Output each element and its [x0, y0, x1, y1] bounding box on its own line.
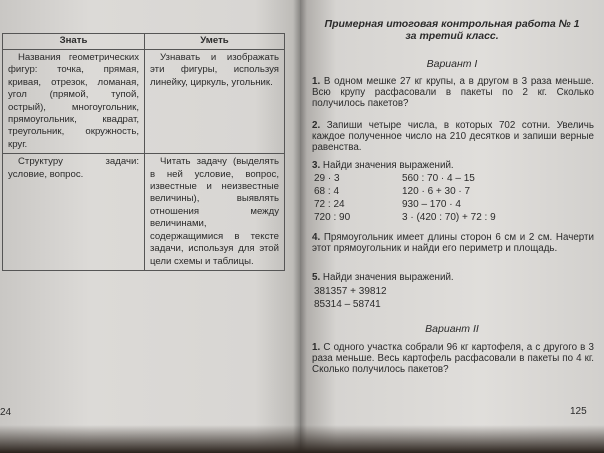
task-number: 4. [312, 232, 321, 243]
task-item [312, 160, 594, 171]
table-surface [0, 425, 604, 453]
expression: 85314 – 58741 [314, 298, 381, 310]
expression: 3 · (420 : 70) + 72 : 9 [402, 212, 496, 223]
expression: 72 : 24 [314, 199, 345, 210]
expression: 29 · 3 [314, 173, 340, 184]
task-number: 2. [312, 120, 321, 131]
know-text: Названия геометрических фигур: точка, прямая, кривая, отрезок, ломаная, угол (прямой, тупой, острый), многоугольник, прямоугольник, квадрат, треугольник, окружность, круг. [8, 52, 139, 150]
sum-list [314, 286, 387, 311]
task-number: 1. [312, 342, 321, 353]
variant-heading: Вариант I [426, 58, 478, 70]
can-text: Узнавать и изображать эти фигуры, используя линейку, циркуль, угольник. [150, 52, 279, 88]
page-number-right: 125 [570, 406, 587, 417]
skills-table [2, 33, 285, 271]
expression: 560 : 70 · 4 – 15 [402, 173, 475, 184]
task-item [312, 342, 594, 376]
header-know: Знать [3, 34, 145, 50]
left-page [0, 0, 300, 453]
expression: 720 : 90 [314, 212, 351, 223]
can-text: Читать задачу (выделять в ней условие, вопрос, известные и неизвестные величины), выявлять отношения между величинами, содержащимися в тексте задачи, используя для этой цели схемы и таблицы. [150, 156, 279, 267]
task-text: Найди значения выражений. [322, 272, 454, 283]
task-text: С одного участка собрали 96 кг картофеля, а с другого в 3 раза меньше. Весь картофель расфасовали в пакеты по 4 кг. Сколько получилось пакетов? [312, 342, 594, 376]
know-cell [3, 154, 145, 271]
task-text: Прямоугольник имеет длины сторон 6 см и 2 см. Начерти этот прямоугольник и найди его периметр и площадь. [312, 232, 594, 255]
task-item [312, 76, 594, 110]
book-spine [293, 0, 307, 453]
know-cell [3, 50, 145, 154]
task-text: Найди значения выражений. [322, 160, 454, 171]
expression: 120 · 6 + 30 · 7 [402, 186, 471, 197]
header-can: Уметь [145, 34, 285, 50]
right-page [300, 0, 604, 453]
task-number: 1. [312, 76, 321, 87]
task-number: 3. [312, 160, 321, 171]
expression: 381357 + 39812 [314, 286, 387, 297]
title-line1: Примерная итоговая контрольная работа № 1 [324, 18, 580, 30]
page-number-left: 24 [0, 407, 12, 418]
worksheet-title [312, 18, 592, 42]
can-cell [145, 50, 285, 154]
know-text: Структуру задачи: условие, вопрос. [8, 156, 139, 180]
expression: 930 – 170 · 4 [402, 199, 461, 210]
expression: 68 : 4 [314, 186, 340, 197]
task-item [312, 232, 594, 254]
task-number: 5. [312, 272, 321, 283]
title-line2: за третий класс. [405, 30, 499, 42]
variant-heading: Вариант II [425, 323, 479, 335]
task-text: В одном мешке 27 кг крупы, а в другом в 3 раза меньше. Всю крупу расфасовали в пакеты по 2 кг. Сколько получилось пакетов? [312, 76, 594, 110]
task-item [312, 272, 594, 283]
task-text: Запиши четыре числа, в которых 702 сотни. Увеличь каждое полученное число на 210 десятков и запиши верные равенства. [312, 120, 594, 154]
expression-list [314, 173, 542, 224]
can-cell [145, 154, 285, 271]
task-item [312, 120, 594, 154]
